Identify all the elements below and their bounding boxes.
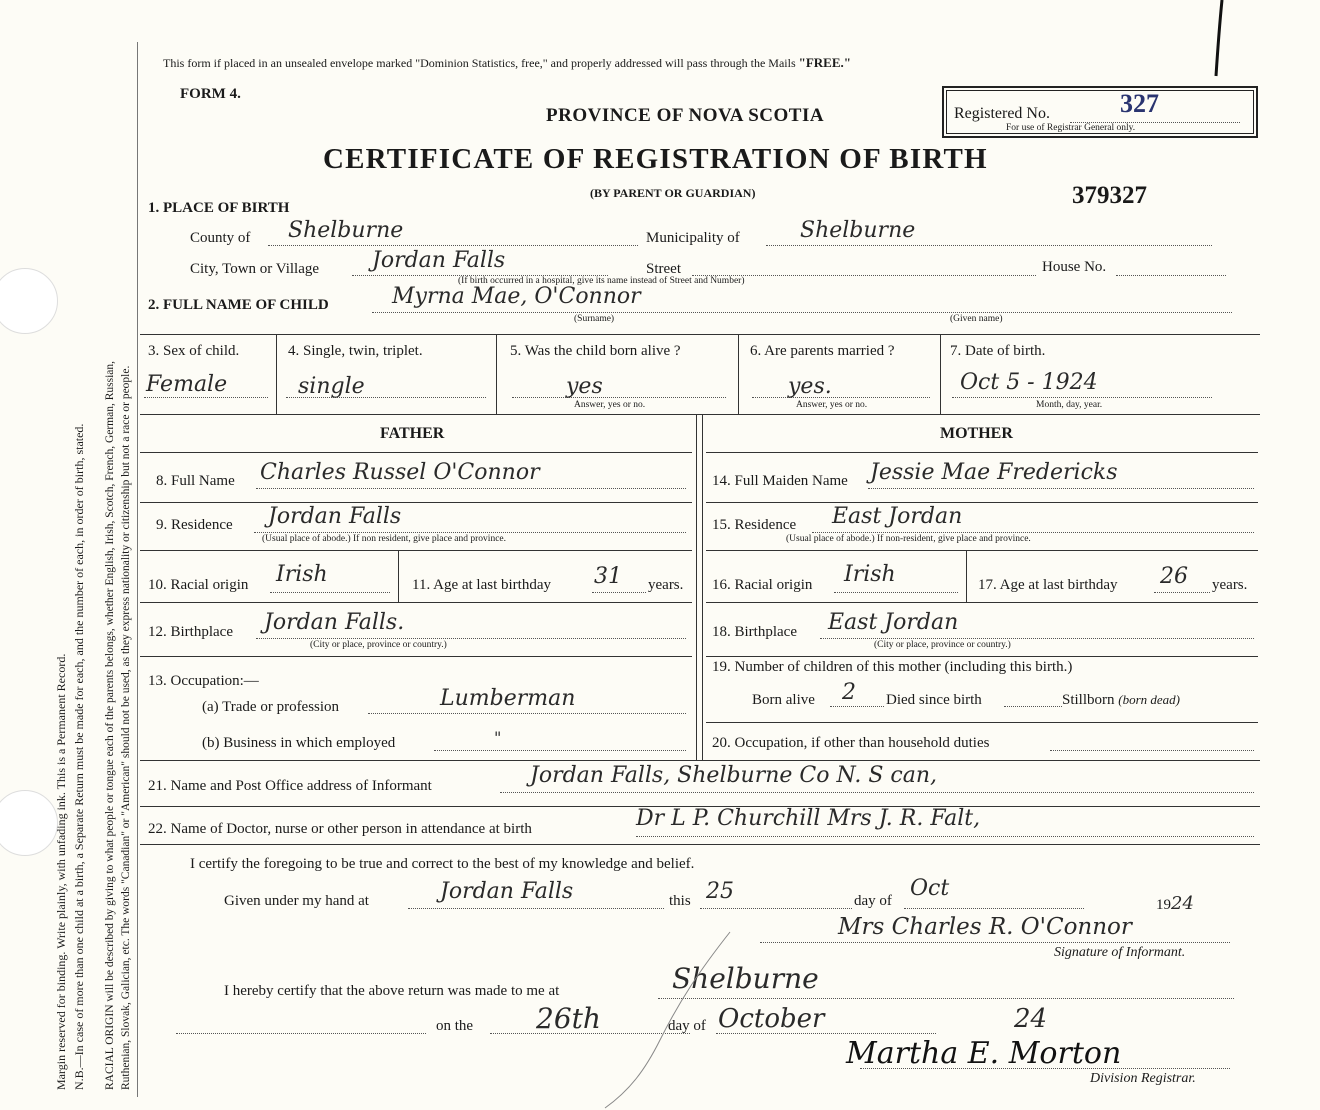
municipality-line bbox=[766, 245, 1212, 246]
given-place-value: Jordan Falls bbox=[440, 879, 574, 904]
doctor-line bbox=[636, 836, 1254, 837]
father-business-line bbox=[434, 750, 686, 751]
mail-free: "FREE." bbox=[798, 55, 851, 70]
father-row-rule-4 bbox=[140, 656, 692, 657]
pen-stroke-top-right bbox=[1200, 0, 1230, 80]
informant-label: 21. Name and Post Office address of Informant bbox=[148, 778, 432, 794]
father-row-rule-2 bbox=[140, 550, 692, 551]
municipality-label: Municipality of bbox=[646, 230, 740, 246]
serial-number: 379327 bbox=[1072, 182, 1147, 209]
father-birthplace-label: 12. Birthplace bbox=[148, 624, 233, 640]
given-year-value: 24 bbox=[1171, 893, 1194, 914]
died-since-birth-label: Died since birth bbox=[886, 692, 982, 708]
stillborn-note: (born dead) bbox=[1118, 692, 1181, 707]
mother-row-rule-4 bbox=[706, 656, 1258, 657]
mail-notice-text: This form if placed in an unsealed envelope marked "Dominion Statistics, free," and properly addressed will pass through the Mails bbox=[163, 56, 796, 70]
registrar-place-value: Shelburne bbox=[672, 962, 819, 995]
row3-divider-2 bbox=[496, 334, 497, 414]
mother-heading: MOTHER bbox=[940, 425, 1013, 442]
father-race-line bbox=[270, 592, 390, 593]
born-alive-count-label: Born alive bbox=[752, 692, 815, 708]
county-label: County of bbox=[190, 230, 251, 246]
father-residence-line bbox=[254, 532, 686, 533]
given-day-line bbox=[700, 908, 852, 909]
registrar-place-line bbox=[658, 998, 1234, 999]
father-business-label: (b) Business in which employed bbox=[202, 735, 396, 751]
given-under-label: Given under my hand at bbox=[224, 893, 369, 909]
mother-children-label: 19. Number of children of this mother (including this birth.) bbox=[712, 659, 1073, 675]
informant-value: Jordan Falls, Shelburne Co N. S can, bbox=[530, 763, 937, 788]
stillborn-label bbox=[1062, 692, 1180, 709]
registrar-day-of-label: day of bbox=[668, 1018, 706, 1034]
pen-stroke-squiggle bbox=[600, 930, 740, 1110]
mother-row-rule-5 bbox=[706, 722, 1258, 723]
house-number-line bbox=[1116, 275, 1226, 276]
mother-race-label: 16. Racial origin bbox=[712, 577, 813, 593]
father-business-value: " bbox=[494, 728, 502, 747]
stillborn-label-text: Stillborn bbox=[1062, 692, 1115, 708]
father-birthplace-value: Jordan Falls. bbox=[264, 610, 405, 635]
born-alive-value: yes bbox=[566, 374, 603, 399]
parents-bottom-rule bbox=[140, 760, 1260, 761]
father-row-rule-1 bbox=[140, 502, 692, 503]
father-race-divider bbox=[398, 550, 399, 602]
registrar-day-value: 26th bbox=[536, 1002, 601, 1035]
mother-birthplace-line bbox=[820, 638, 1254, 639]
child-name-line bbox=[372, 312, 1232, 313]
doctor-value: Dr L P. Churchill Mrs J. R. Falt, bbox=[636, 806, 981, 831]
street-label: Street bbox=[646, 261, 681, 277]
father-residence-label: 9. Residence bbox=[156, 517, 233, 533]
date-of-birth-value: Oct 5 - 1924 bbox=[960, 370, 1098, 395]
row3-divider-4 bbox=[940, 334, 941, 414]
mother-row-rule-1 bbox=[706, 502, 1258, 503]
father-heading: FATHER bbox=[380, 425, 445, 442]
given-year bbox=[1156, 893, 1194, 914]
city-label: City, Town or Village bbox=[190, 261, 320, 277]
mother-occupation-label: 20. Occupation, if other than household duties bbox=[712, 735, 990, 751]
plurality-value: single bbox=[298, 374, 365, 399]
born-alive-line bbox=[512, 397, 726, 398]
mother-name-value: Jessie Mae Fredericks bbox=[870, 460, 1118, 485]
father-name-value: Charles Russel O'Connor bbox=[260, 460, 540, 485]
date-of-birth-label: 7. Date of birth. bbox=[950, 343, 1046, 359]
mother-residence-value: East Jordan bbox=[832, 504, 963, 529]
sex-label: 3. Sex of child. bbox=[148, 343, 240, 359]
mother-name-line bbox=[868, 488, 1254, 489]
born-alive-label: 5. Was the child born alive ? bbox=[510, 343, 681, 359]
given-this-label: this bbox=[669, 893, 691, 909]
father-name-line bbox=[256, 488, 686, 489]
mother-race-divider bbox=[966, 550, 967, 602]
parents-center-divider bbox=[696, 414, 697, 760]
certificate-subtitle: (BY PARENT OR GUARDIAN) bbox=[590, 186, 756, 200]
punch-hole-top bbox=[0, 268, 58, 334]
father-residence-value: Jordan Falls bbox=[268, 504, 402, 529]
form-number: FORM 4. bbox=[180, 86, 241, 102]
margin-rule bbox=[137, 42, 138, 1097]
mother-race-value: Irish bbox=[844, 562, 896, 587]
mail-notice bbox=[163, 55, 851, 71]
mother-birthplace-value: East Jordan bbox=[828, 610, 959, 635]
plurality-label: 4. Single, twin, triplet. bbox=[288, 343, 423, 359]
mother-race-line bbox=[834, 592, 958, 593]
father-race-value: Irish bbox=[276, 562, 328, 587]
died-since-birth-line bbox=[1004, 706, 1062, 707]
certificate-title: CERTIFICATE OF REGISTRATION OF BIRTH bbox=[323, 143, 988, 175]
given-month-line bbox=[904, 908, 1084, 909]
informant-signature: Mrs Charles R. O'Connor bbox=[838, 914, 1132, 940]
father-row-rule-3 bbox=[140, 602, 692, 603]
date-of-birth-note: Month, day, year. bbox=[1036, 400, 1103, 410]
born-alive-count-value: 2 bbox=[842, 680, 856, 705]
mother-age-label: 17. Age at last birthday bbox=[978, 577, 1118, 593]
margin-note-racial-origin-2: Ruthenian, Slovak, Galician, etc. The words "Canadian" or "American" should not be used, as they express nationality or citizenship but not a race or people. bbox=[120, 365, 132, 1090]
informant-signature-line bbox=[760, 942, 1230, 943]
father-residence-note: (Usual place of abode.) If non resident, give place and province. bbox=[262, 534, 506, 544]
father-trade-line bbox=[368, 713, 686, 714]
registrar-statement: I hereby certify that the above return was made to me at bbox=[224, 983, 560, 999]
doctor-rule bbox=[140, 844, 1260, 845]
row3-divider-3 bbox=[738, 334, 739, 414]
sex-value: Female bbox=[146, 372, 228, 397]
informant-signature-caption: Signature of Informant. bbox=[1054, 945, 1186, 960]
county-line bbox=[268, 245, 638, 246]
father-occupation-label: 13. Occupation:— bbox=[148, 673, 259, 689]
child-name-value: Myrna Mae, O'Connor bbox=[392, 284, 641, 309]
row3-bottom-rule bbox=[140, 414, 1260, 415]
margin-note-binding: Margin reserved for binding. Write plainly, with unfading ink. This is a Permanent Record. bbox=[54, 653, 68, 1090]
father-birthplace-note: (City or place, province or country.) bbox=[310, 640, 447, 650]
born-alive-count-line bbox=[830, 706, 884, 707]
father-age-value: 31 bbox=[594, 564, 622, 589]
informant-line bbox=[500, 792, 1254, 793]
surname-note: (Surname) bbox=[574, 314, 615, 324]
given-day-value: 25 bbox=[706, 879, 734, 904]
registered-value: 327 bbox=[1120, 89, 1159, 118]
father-trade-value: Lumberman bbox=[440, 686, 576, 711]
registrar-month-value: October bbox=[718, 1004, 825, 1034]
parents-married-note: Answer, yes or no. bbox=[796, 400, 868, 410]
registrar-blank-line bbox=[176, 1033, 426, 1034]
mother-residence-line bbox=[812, 532, 1254, 533]
father-race-label: 10. Racial origin bbox=[148, 577, 249, 593]
mother-row-rule-3 bbox=[706, 602, 1258, 603]
margin-note-racial-origin-1: RACIAL ORIGIN will be described by giving to what people or tongue each of the parents belongs, whether English, Irish, Scotch, French, German, Russian, bbox=[104, 360, 116, 1090]
mother-age-value: 26 bbox=[1160, 564, 1188, 589]
given-name-note: (Given name) bbox=[950, 314, 1003, 324]
given-year-prefix: 19 bbox=[1156, 897, 1171, 913]
parents-married-value: yes. bbox=[788, 374, 832, 399]
child-name-label: 2. FULL NAME OF CHILD bbox=[148, 297, 329, 313]
father-heading-rule bbox=[140, 452, 692, 453]
sex-line bbox=[144, 397, 268, 398]
registrar-signature-caption: Division Registrar. bbox=[1090, 1071, 1196, 1086]
doctor-label: 22. Name of Doctor, nurse or other person in attendance at birth bbox=[148, 821, 532, 837]
mother-residence-label: 15. Residence bbox=[712, 517, 797, 533]
mother-row-rule-2 bbox=[706, 550, 1258, 551]
father-name-label: 8. Full Name bbox=[156, 473, 235, 489]
margin-note-multiple-births: N.B.—In case of more than one child at a birth, a Separate Return must be made for each, and the number of each, in order of birth, stated. bbox=[72, 423, 86, 1090]
row3-top-rule bbox=[140, 334, 1260, 335]
father-age-label: 11. Age at last birthday bbox=[412, 577, 551, 593]
parents-married-line bbox=[752, 397, 930, 398]
mother-heading-rule bbox=[706, 452, 1258, 453]
date-of-birth-line bbox=[952, 397, 1212, 398]
born-alive-note: Answer, yes or no. bbox=[574, 400, 646, 410]
registrar-use-note: For use of Registrar General only. bbox=[1006, 123, 1136, 133]
county-value: Shelburne bbox=[288, 218, 404, 243]
mother-birthplace-note: (City or place, province or country.) bbox=[874, 640, 1011, 650]
father-birthplace-line bbox=[256, 638, 686, 639]
certify-statement: I certify the foregoing to be true and correct to the best of my knowledge and belief. bbox=[190, 856, 695, 872]
mother-occupation-line bbox=[1050, 750, 1254, 751]
row3-divider-1 bbox=[276, 334, 277, 414]
mother-age-line bbox=[1154, 592, 1210, 593]
registered-box bbox=[942, 86, 1258, 138]
province-heading: PROVINCE OF NOVA SCOTIA bbox=[546, 105, 825, 126]
parents-center-divider-2 bbox=[702, 414, 703, 760]
father-age-unit: years. bbox=[648, 577, 684, 593]
given-day-of-label: day of bbox=[854, 893, 892, 909]
house-number-label: House No. bbox=[1042, 259, 1107, 275]
municipality-value: Shelburne bbox=[800, 218, 916, 243]
registrar-year-value: 24 bbox=[1014, 1004, 1048, 1034]
city-value: Jordan Falls bbox=[372, 248, 506, 273]
registrar-signature: Martha E. Morton bbox=[846, 1036, 1122, 1071]
mother-residence-note: (Usual place of abode.) If non-resident, give place and province. bbox=[786, 534, 1031, 544]
parents-married-label: 6. Are parents married ? bbox=[750, 343, 895, 359]
mother-birthplace-label: 18. Birthplace bbox=[712, 624, 797, 640]
street-note: (If birth occurred in a hospital, give its name instead of Street and Number) bbox=[458, 276, 745, 286]
place-of-birth-label: 1. PLACE OF BIRTH bbox=[148, 200, 290, 216]
given-place-line bbox=[408, 908, 664, 909]
mother-age-unit: years. bbox=[1212, 577, 1248, 593]
registrar-on-the-label: on the bbox=[436, 1018, 474, 1034]
registered-label: Registered No. bbox=[954, 105, 1050, 122]
father-trade-label: (a) Trade or profession bbox=[202, 699, 340, 715]
punch-hole-bottom bbox=[0, 790, 58, 856]
father-age-line bbox=[592, 592, 646, 593]
mother-name-label: 14. Full Maiden Name bbox=[712, 473, 848, 489]
given-month-value: Oct bbox=[910, 876, 950, 901]
